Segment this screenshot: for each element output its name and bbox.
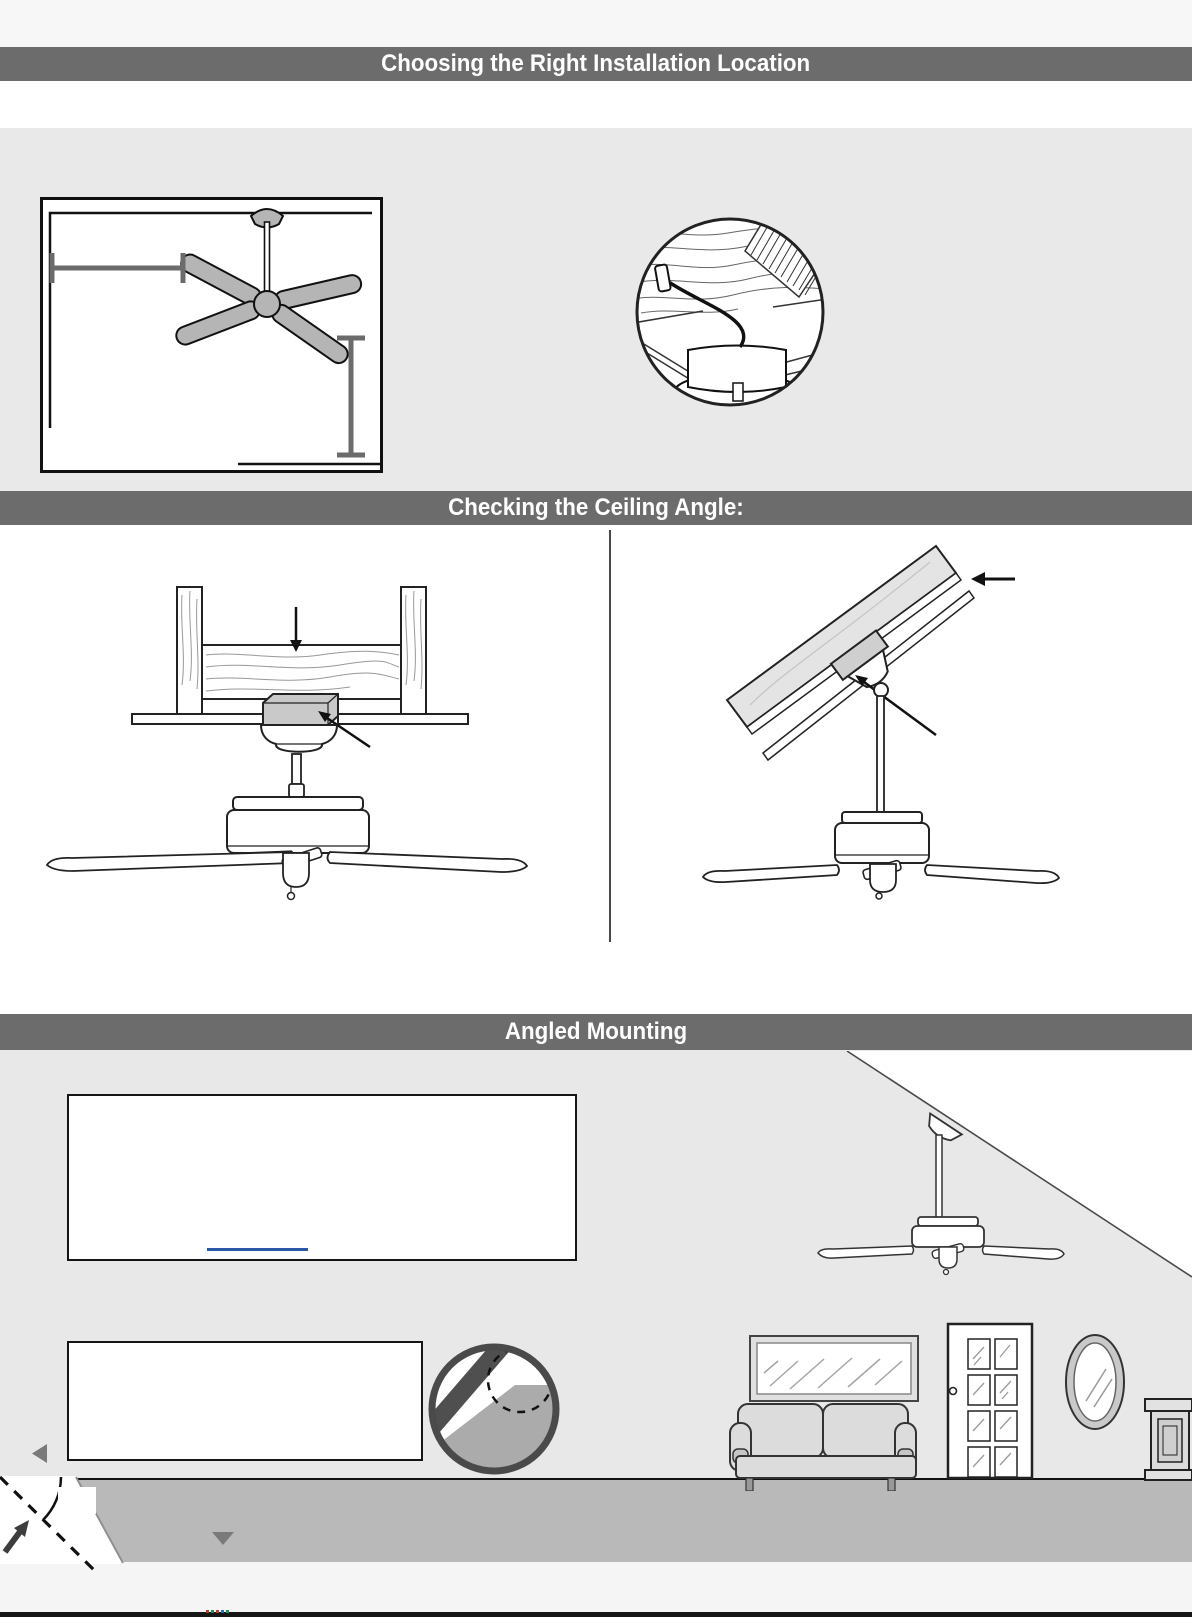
outlet-box-flat [263,694,338,725]
scene-mirror [1066,1335,1124,1429]
top-margin [0,0,1192,47]
section-header-angled-mounting [0,1014,1192,1050]
scene-cabinet [1145,1399,1192,1480]
scene-door [948,1324,1032,1478]
angle-label-box [58,1487,96,1514]
fan-flat [47,725,527,900]
arrow-to-ceiling [971,572,1015,586]
down-triangle-icon [212,1532,234,1545]
artifact-dots [206,1610,232,1613]
hyperlink-underline[interactable] [207,1248,308,1251]
arrow-to-canopy [855,675,936,735]
scene-couch [730,1404,916,1491]
section-header-location-label: Choosing the Right Installation Location [381,50,811,77]
figure-angle-detail [427,1342,561,1476]
note-box-1 [67,1094,577,1261]
left-triangle-icon [32,1444,47,1463]
section-header-location [0,47,1192,81]
section-header-ceiling-angle-label: Checking the Ceiling Angle: [448,494,744,521]
angle-detail-art [427,1342,561,1476]
figure-flat-ceiling-fan [40,555,560,907]
figure-angled-ceiling-fan [635,520,1085,900]
figure-joist-detail [633,215,827,409]
scene-window [750,1336,918,1401]
joist-detail-art [633,215,827,409]
section-header-angled-mounting-label: Angled Mounting [504,1018,688,1045]
figure-room-topview [40,197,383,473]
column-divider [609,530,611,942]
figure-room-scene [690,1051,1192,1491]
gap-strip [0,81,1192,128]
figure-floor-angle [0,1430,320,1617]
